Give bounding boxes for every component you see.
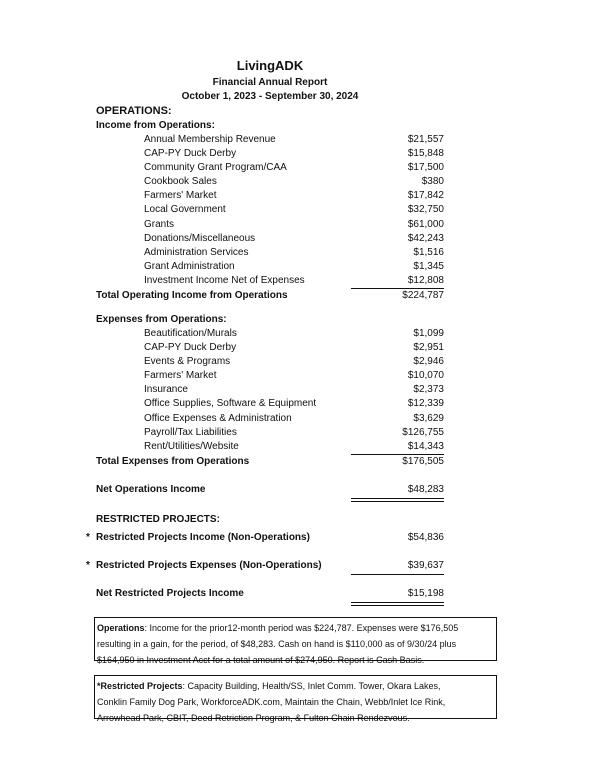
- restricted-expenses-label: Restricted Projects Expenses (Non-Operations): [96, 560, 322, 571]
- income-row-label: Grant Administration: [144, 261, 235, 272]
- net-operations-label: Net Operations Income: [96, 484, 206, 495]
- expenses-total-label: Total Expenses from Operations: [96, 456, 250, 467]
- income-row-amount: $1,345: [413, 261, 444, 272]
- income-row: [0, 261, 600, 275]
- operations-note-text: : Income for the prior12-month period was $224,787. Expenses were $176,505: [144, 623, 459, 633]
- income-row: [0, 148, 600, 162]
- expense-row-amount: $2,946: [413, 356, 444, 367]
- expense-row-amount: $2,373: [413, 384, 444, 395]
- income-row-amount: $15,848: [407, 148, 444, 159]
- expense-row: [0, 413, 600, 427]
- net-restricted-rule: [351, 602, 444, 603]
- income-row: [0, 219, 600, 233]
- expense-row-amount: $10,070: [407, 370, 444, 381]
- restricted-income-amount: $54,836: [407, 532, 444, 543]
- operations-note-box: [94, 617, 497, 665]
- operations-note-lead: Operations: [97, 623, 145, 633]
- income-row-label: Community Grant Program/CAA: [144, 162, 287, 173]
- income-row-amount: $21,557: [407, 134, 444, 145]
- operations-note-line: $164,950 in Investment Acct for a total amount of $274,950. Report is Cash Basis.: [97, 655, 425, 665]
- restricted-heading: RESTRICTED PROJECTS:: [96, 514, 220, 525]
- income-row-label: Donations/Miscellaneous: [144, 233, 256, 244]
- income-row-amount: $380: [421, 176, 444, 187]
- income-row-label: Local Government: [144, 204, 226, 215]
- expense-row-label: Rent/Utilities/Website: [144, 441, 239, 452]
- income-row-amount: $42,243: [407, 233, 444, 244]
- income-row-label: Farmers' Market: [144, 190, 217, 201]
- expense-row-label: Beautification/Murals: [144, 328, 237, 339]
- expense-row: [0, 398, 600, 412]
- expense-row-label: Farmers' Market: [144, 370, 217, 381]
- expense-row-label: Office Supplies, Software & Equipment: [144, 398, 317, 409]
- expense-row-amount: $126,755: [402, 427, 444, 438]
- income-row: [0, 247, 600, 261]
- expense-row: [0, 356, 600, 370]
- income-heading: Income from Operations:: [96, 120, 215, 131]
- income-total-amount: $224,787: [402, 290, 444, 301]
- restricted-income-label: Restricted Projects Income (Non-Operations): [96, 532, 310, 543]
- income-row-label: Grants: [144, 219, 175, 230]
- income-row-amount: $12,808: [407, 275, 444, 286]
- net-restricted-double-rule: [351, 605, 444, 606]
- income-subtotal-rule: [351, 288, 444, 289]
- expenses-total-amount: $176,505: [402, 456, 444, 467]
- expense-row-amount: $2,951: [413, 342, 444, 353]
- restricted-expenses-rule: [351, 574, 444, 575]
- restricted-note-lead: *Restricted Projects: [97, 681, 183, 691]
- net-restricted-amount: $15,198: [407, 588, 444, 599]
- expense-row-label: Payroll/Tax Liabilities: [144, 427, 237, 438]
- report-title: Financial Annual Report: [212, 77, 328, 88]
- income-row-amount: $32,750: [407, 204, 444, 215]
- income-row-label: Annual Membership Revenue: [144, 134, 276, 145]
- asterisk-marker: *: [86, 532, 90, 543]
- restricted-note-text: : Capacity Building, Health/SS, Inlet Comm. Tower, Okara Lakes,: [182, 681, 441, 691]
- expense-row: [0, 328, 600, 342]
- net-operations-double-rule: [351, 501, 444, 502]
- report-period: October 1, 2023 - September 30, 2024: [181, 91, 359, 102]
- income-row: [0, 233, 600, 247]
- income-row-amount: $1,516: [413, 247, 444, 258]
- restricted-expenses-amount: $39,637: [407, 560, 444, 571]
- income-row: [0, 275, 600, 289]
- expense-row-amount: $3,629: [413, 413, 444, 424]
- income-row: [0, 134, 600, 148]
- net-operations-row: [0, 484, 600, 498]
- restricted-expenses-row: [0, 560, 600, 574]
- expenses-subtotal-rule: [351, 454, 444, 455]
- income-row-label: Administration Services: [144, 247, 249, 258]
- expense-row: [0, 384, 600, 398]
- expense-row-amount: $14,343: [407, 441, 444, 452]
- net-operations-amount: $48,283: [407, 484, 444, 495]
- income-row: [0, 162, 600, 176]
- restricted-note-box: [94, 675, 497, 723]
- income-total-row: [0, 290, 600, 304]
- expense-row: [0, 441, 600, 455]
- net-restricted-row: [0, 588, 600, 602]
- income-row-amount: $17,500: [407, 162, 444, 173]
- income-row: [0, 176, 600, 190]
- expense-row: [0, 342, 600, 356]
- expense-row-label: Insurance: [144, 384, 188, 395]
- operations-note-line: [97, 620, 496, 636]
- net-operations-rule: [351, 498, 444, 499]
- expense-row-label: CAP-PY Duck Derby: [144, 342, 237, 353]
- restricted-note-line: Conklin Family Dog Park, WorkforceADK.com, Maintain the Chain, Webb/Inlet Ice Rink,: [97, 697, 446, 707]
- operations-note-line: resulting in a gain, for the period, of $48,283. Cash on hand is $110,000 as of 9/30/24 plus: [97, 639, 457, 649]
- income-row-label: CAP-PY Duck Derby: [144, 148, 237, 159]
- expense-row-amount: $1,099: [413, 328, 444, 339]
- expense-row-label: Office Expenses & Administration: [144, 413, 292, 424]
- org-name: LivingADK: [236, 58, 304, 73]
- income-row: [0, 204, 600, 218]
- operations-heading: OPERATIONS:: [96, 105, 172, 117]
- restricted-note-line: Arrowhead Park, CBIT, Deed Retriction Program, & Fulton Chain Rendezvous.: [97, 713, 410, 723]
- expenses-total-row: [0, 456, 600, 470]
- income-row: [0, 190, 600, 204]
- income-row-amount: $61,000: [407, 219, 444, 230]
- restricted-note-line: [97, 678, 496, 694]
- expense-row-label: Events & Programs: [144, 356, 231, 367]
- restricted-income-row: [0, 532, 600, 546]
- asterisk-marker: *: [86, 560, 90, 571]
- expenses-heading: Expenses from Operations:: [96, 314, 227, 325]
- net-restricted-label: Net Restricted Projects Income: [96, 588, 244, 599]
- expense-row: [0, 427, 600, 441]
- expense-row-amount: $12,339: [407, 398, 444, 409]
- income-row-label: Cookbook Sales: [144, 176, 217, 187]
- income-row-label: Investment Income Net of Expenses: [144, 275, 305, 286]
- expense-row: [0, 370, 600, 384]
- income-row-amount: $17,842: [407, 190, 444, 201]
- income-total-label: Total Operating Income from Operations: [96, 290, 288, 301]
